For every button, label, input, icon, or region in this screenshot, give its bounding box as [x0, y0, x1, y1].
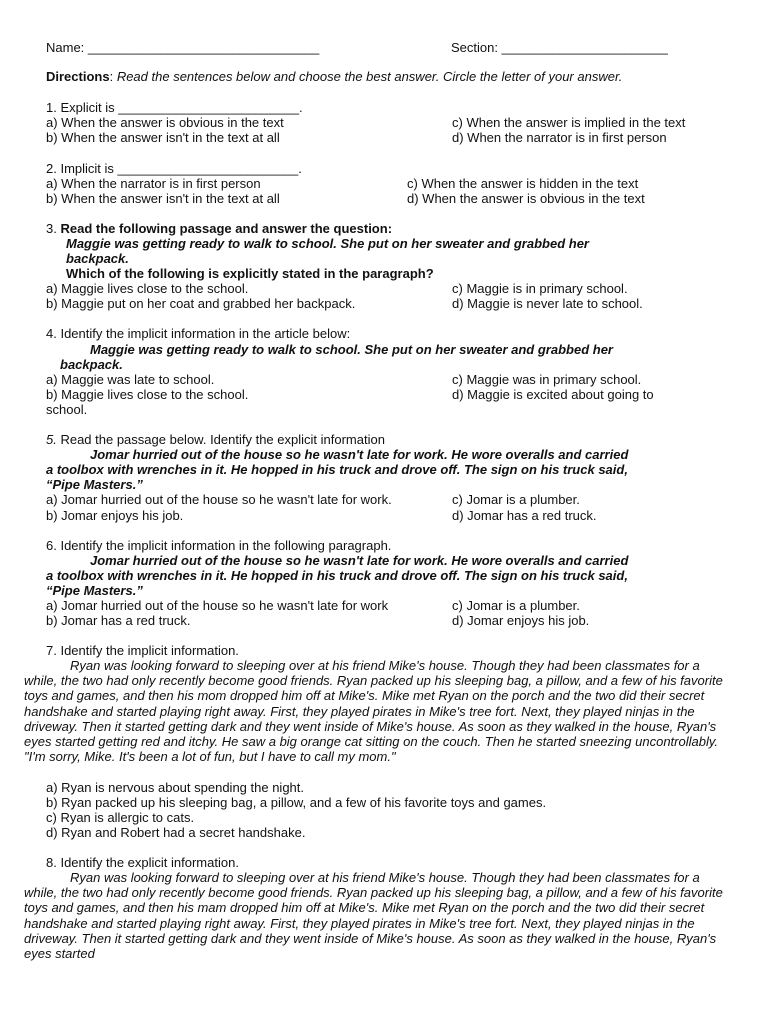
q3-number: 3.: [46, 221, 61, 236]
q2-stem: 2. Implicit is _________________________.: [46, 161, 302, 176]
q6-option-a: a) Jomar hurried out of the house so he wasn't late for work: [46, 598, 389, 613]
q5-passage-line2: a toolbox with wrenches in it. He hopped in his truck and drove off. The sign on his truck said,: [46, 462, 628, 477]
q7-option-c: c) Ryan is allergic to cats.: [46, 810, 195, 825]
directions-colon: :: [109, 69, 114, 84]
q2-option-c: c) When the answer is hidden in the text: [407, 176, 639, 191]
directions: [46, 69, 622, 84]
directions-text: Read the sentences below and choose the best answer. Circle the letter of your answer.: [113, 69, 623, 84]
name-line: Name: ________________________________: [46, 40, 320, 55]
q6-option-c: c) Jomar is a plumber.: [452, 598, 580, 613]
q6-passage-line2: a toolbox with wrenches in it. He hopped in his truck and drove off. The sign on his truck said,: [46, 568, 628, 583]
q7-stem: 7. Identify the implicit information.: [46, 643, 239, 658]
q2-option-b: b) When the answer isn't in the text at all: [46, 191, 280, 206]
q3-stem: [46, 221, 392, 236]
q7-passage-text: Ryan was looking forward to sleeping over at his friend Mike's house. Though they had been classmates for a while, the two had only recently become good friends. Ryan packed up his sleeping bag, a pillow, and a few of his favorite toys and games, and then his mom dropped him off at Mike's. Mike met Ryan on the porch and the two did their secret handshake and started playing right away. First, they played pirates in Mike's tree fort. Next, they played ninjas in the driveway. Then it started getting dark and they went inside of Mike's house. As soon as they walked in the house, Ryan's eyes started getting red and itchy. He saw a big orange cat sitting on the couch. Then he started sneezing uncontrollably. "I'm sorry, Mike. It's been a lot of fun, but I have to call my mom.": [24, 658, 723, 765]
q5-passage-line3: “Pipe Masters.”: [46, 477, 143, 492]
q1-stem: 1. Explicit is _________________________.: [46, 100, 303, 115]
q2-option-d: d) When the answer is obvious in the text: [407, 191, 645, 206]
q6-option-d: d) Jomar enjoys his job.: [452, 613, 590, 628]
q3-option-a: a) Maggie lives close to the school.: [46, 281, 249, 296]
q5-option-d: d) Jomar has a red truck.: [452, 508, 597, 523]
q1-option-d: d) When the narrator is in first person: [452, 130, 667, 145]
q2-option-a: a) When the narrator is in first person: [46, 176, 261, 191]
q6-passage-line3: “Pipe Masters.”: [46, 583, 143, 598]
q3-stem-text: Read the following passage and answer the question:: [60, 221, 393, 236]
q4-stem: 4. Identify the implicit information in the article below:: [46, 326, 351, 341]
q4-option-b: b) Maggie lives close to the school.: [46, 387, 249, 402]
q4-option-d-line1: d) Maggie is excited about going to: [452, 387, 654, 402]
q4-passage-line2: backpack.: [60, 357, 123, 372]
q6-stem: 6. Identify the implicit information in the following paragraph.: [46, 538, 392, 553]
q7-passage: [24, 658, 730, 764]
q4-option-c: c) Maggie was in primary school.: [452, 372, 642, 387]
q6-passage-line1: Jomar hurried out of the house so he wasn't late for work. He wore overalls and carried: [90, 553, 629, 568]
directions-label: Directions: [46, 69, 110, 84]
q3-option-d: d) Maggie is never late to school.: [452, 296, 643, 311]
q3-passage-line1: Maggie was getting ready to walk to school. She put on her sweater and grabbed her: [66, 236, 589, 251]
q5-option-b: b) Jomar enjoys his job.: [46, 508, 184, 523]
section-line: Section: _______________________: [451, 40, 668, 55]
q8-stem: 8. Identify the explicit information.: [46, 855, 239, 870]
q7-option-b: b) Ryan packed up his sleeping bag, a pillow, and a few of his favorite toys and games.: [46, 795, 547, 810]
q1-option-a: a) When the answer is obvious in the text: [46, 115, 284, 130]
q7-option-d: d) Ryan and Robert had a secret handshake.: [46, 825, 306, 840]
q3-option-b: b) Maggie put on her coat and grabbed her backpack.: [46, 296, 356, 311]
q1-option-c: c) When the answer is implied in the text: [452, 115, 686, 130]
q5-number: 5.: [46, 432, 57, 447]
q7-option-a: a) Ryan is nervous about spending the night.: [46, 780, 305, 795]
q6-option-b: b) Jomar has a red truck.: [46, 613, 191, 628]
q5-option-c: c) Jomar is a plumber.: [452, 492, 580, 507]
q5-passage-line1: Jomar hurried out of the house so he wasn't late for work. He wore overalls and carried: [90, 447, 629, 462]
q3-option-c: c) Maggie is in primary school.: [452, 281, 628, 296]
q8-passage-text: Ryan was looking forward to sleeping over at his friend Mike's house. Though they had been classmates for a while, the two had only recently become good friends. Ryan packed up his sleeping bag, a pillow, and a few of his favorite toys and games, and then his mam dropped him off at Mike's. Mike met Ryan on the porch and the two did their secret handshake and started playing right away. First, they played pirates in Mike's tree fort. Next, they played ninjas in the driveway. Then it started getting dark and they went inside of Mike's house. As soon as they walked in the house, Ryan's eyes started: [24, 870, 723, 962]
q5-option-a: a) Jomar hurried out of the house so he wasn't late for work.: [46, 492, 392, 507]
q4-option-d-line2: school.: [46, 402, 88, 417]
q8-passage: [24, 870, 730, 961]
q4-option-a: a) Maggie was late to school.: [46, 372, 215, 387]
q1-option-b: b) When the answer isn't in the text at all: [46, 130, 280, 145]
q3-passage-line2: backpack.: [66, 251, 129, 266]
q4-passage-line1: Maggie was getting ready to walk to school. She put on her sweater and grabbed her: [90, 342, 613, 357]
q5-stem-text: Read the passage below. Identify the explicit information: [56, 432, 385, 447]
q3-question: Which of the following is explicitly stated in the paragraph?: [66, 266, 434, 281]
q5-stem: [46, 432, 385, 447]
